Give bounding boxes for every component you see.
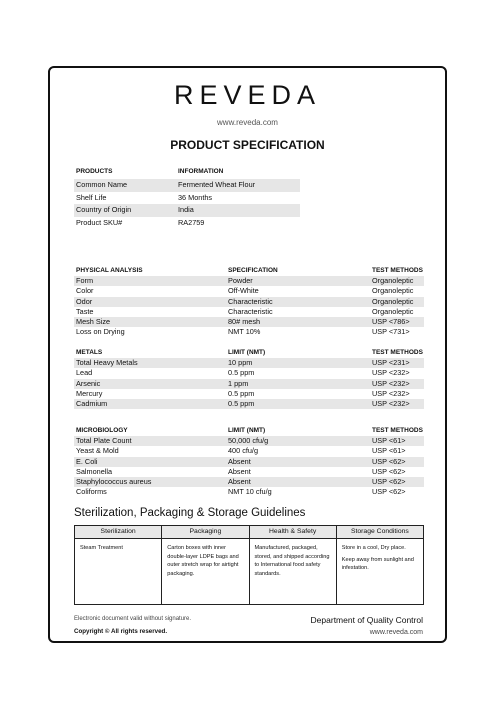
- table-cell: USP <232>: [372, 368, 410, 378]
- guideline-body: [337, 539, 423, 573]
- table-cell: Cadmium: [76, 398, 108, 408]
- table-cell: NMT 10 cfu/g: [228, 487, 272, 497]
- guideline-column: [249, 526, 336, 604]
- table-cell: USP <62>: [372, 456, 406, 466]
- table-cell: Absent: [228, 476, 251, 486]
- table-cell: USP <62>: [372, 476, 406, 486]
- column-header: MICROBIOLOGY: [76, 427, 128, 434]
- guideline-text: Steam Treatment: [80, 545, 123, 551]
- table-cell: Loss on Drying: [76, 327, 125, 337]
- guideline-header: Sterilization: [75, 526, 161, 539]
- physical-analysis-table: [74, 266, 424, 337]
- table-cell: NMT 10%: [228, 327, 261, 337]
- column-header: LIMIT (NMT): [228, 349, 266, 356]
- products-table: [74, 166, 300, 230]
- table-cell: Yeast & Mold: [76, 446, 119, 456]
- table-cell: E. Coli: [76, 456, 98, 466]
- table-row: [74, 204, 300, 217]
- table-cell: Mesh Size: [76, 316, 111, 326]
- table-cell: USP <232>: [372, 388, 410, 398]
- table-cell: Organoleptic: [372, 306, 414, 316]
- guideline-header: Storage Conditions: [337, 526, 423, 539]
- table-cell: USP <232>: [372, 378, 410, 388]
- column-header: TEST METHODS: [372, 267, 423, 274]
- table-row: [74, 192, 300, 205]
- table-row: [74, 487, 424, 497]
- table-cell: Taste: [76, 306, 94, 316]
- guideline-text: Manufactured, packaged, stored, and shipped according to International food safety standards.: [254, 545, 330, 577]
- table-cell: 36 Months: [178, 192, 213, 202]
- column-header: PHYSICAL ANALYSIS: [76, 267, 143, 274]
- table-row: [74, 217, 300, 230]
- table-row: [74, 297, 424, 307]
- column-header: TEST METHODS: [372, 427, 423, 434]
- table-row: [74, 436, 424, 446]
- table-row: [74, 358, 424, 368]
- table-row: [74, 368, 424, 378]
- table-cell: USP <62>: [372, 487, 406, 497]
- table-cell: Coliforms: [76, 487, 107, 497]
- table-cell: Organoleptic: [372, 296, 414, 306]
- table-cell: USP <731>: [372, 327, 410, 337]
- table-cell: Absent: [228, 456, 251, 466]
- table-cell: Total Plate Count: [76, 436, 132, 446]
- table-cell: Color: [76, 286, 94, 296]
- table-cell: Characteristic: [228, 296, 273, 306]
- table-row: [74, 446, 424, 456]
- guideline-column: [336, 526, 423, 604]
- table-row: [74, 467, 424, 477]
- table-cell: Product SKU#: [76, 218, 123, 228]
- table-cell: USP <62>: [372, 466, 406, 476]
- footer-website[interactable]: www.reveda.com: [369, 629, 423, 636]
- table-cell: Odor: [76, 296, 93, 306]
- guideline-text: Store in a cool, Dry place.: [341, 545, 406, 551]
- table-row: [74, 307, 424, 317]
- table-cell: Mercury: [76, 388, 103, 398]
- table-cell: Salmonella: [76, 466, 113, 476]
- table-row: [74, 399, 424, 409]
- table-cell: 1 ppm: [228, 378, 249, 388]
- copyright-text: Copyright © All rights reserved.: [74, 628, 168, 635]
- table-cell: Staphylococcus aureus: [76, 476, 152, 486]
- table-cell: Country of Origin: [76, 205, 132, 215]
- table-cell: India: [178, 205, 194, 215]
- table-header-row: [74, 348, 424, 358]
- table-cell: Form: [76, 276, 94, 286]
- table-cell: USP <786>: [372, 316, 410, 326]
- guideline-body: [162, 539, 248, 578]
- guidelines-title: Sterilization, Packaging & Storage Guidelines: [74, 507, 306, 519]
- table-cell: Absent: [228, 466, 251, 476]
- table-cell: Powder: [228, 276, 253, 286]
- table-cell: 10 ppm: [228, 358, 253, 368]
- department-name: Department of Quality Control: [310, 615, 423, 625]
- table-cell: RA2759: [178, 218, 205, 228]
- guideline-header: Health & Safety: [250, 526, 336, 539]
- table-header-row: [74, 426, 424, 436]
- table-cell: USP <61>: [372, 436, 406, 446]
- table-row: [74, 389, 424, 399]
- table-cell: 400 cfu/g: [228, 446, 259, 456]
- document-title: PRODUCT SPECIFICATION: [170, 138, 325, 152]
- brand-logo: REVEDA: [173, 80, 322, 110]
- table-cell: 80# mesh: [228, 316, 261, 326]
- table-cell: USP <61>: [372, 446, 406, 456]
- guideline-body: [250, 539, 336, 578]
- table-row: [74, 179, 300, 192]
- table-row: [74, 477, 424, 487]
- table-cell: Fermented Wheat Flour: [178, 179, 256, 189]
- table-cell: Common Name: [76, 179, 128, 189]
- guideline-header: Packaging: [162, 526, 248, 539]
- guideline-body: [75, 539, 161, 553]
- spec-sheet: [48, 66, 447, 643]
- guideline-text: Keep away from sunlight and infestation.: [341, 556, 414, 572]
- table-cell: Arsenic: [76, 378, 101, 388]
- table-header-row: [74, 166, 300, 179]
- table-row: [74, 327, 424, 337]
- table-row: [74, 457, 424, 467]
- table-row: [74, 317, 424, 327]
- column-header: METALS: [76, 349, 103, 356]
- guideline-column: [75, 526, 161, 604]
- table-row: [74, 286, 424, 296]
- table-cell: Organoleptic: [372, 286, 414, 296]
- table-cell: Shelf Life: [76, 192, 107, 202]
- table-cell: Organoleptic: [372, 276, 414, 286]
- footer-note: Electronic document valid without signature.: [74, 616, 192, 622]
- metals-table: [74, 348, 424, 409]
- table-cell: 50,000 cfu/g: [228, 436, 269, 446]
- column-header: LIMIT (NMT): [228, 427, 266, 434]
- brand-website[interactable]: www.reveda.com: [217, 118, 278, 127]
- table-cell: Off-White: [228, 286, 259, 296]
- guideline-column: [161, 526, 248, 604]
- column-header: INFORMATION: [178, 168, 224, 175]
- table-cell: USP <231>: [372, 358, 410, 368]
- guideline-text: Carton boxes with inner double-layer LDPE bags and outer stretch wrap for airtight packaging.: [167, 545, 239, 577]
- microbiology-table: [74, 426, 424, 497]
- table-cell: 0.5 ppm: [228, 388, 255, 398]
- column-header: SPECIFICATION: [228, 267, 278, 274]
- table-header-row: [74, 266, 424, 276]
- table-cell: Characteristic: [228, 306, 273, 316]
- column-header: TEST METHODS: [372, 349, 423, 356]
- table-cell: Total Heavy Metals: [76, 358, 138, 368]
- table-cell: 0.5 ppm: [228, 398, 255, 408]
- table-row: [74, 379, 424, 389]
- table-cell: Lead: [76, 368, 93, 378]
- column-header: PRODUCTS: [76, 168, 113, 175]
- table-row: [74, 276, 424, 286]
- table-cell: USP <232>: [372, 398, 410, 408]
- table-cell: 0.5 ppm: [228, 368, 255, 378]
- guidelines-table: [74, 525, 424, 605]
